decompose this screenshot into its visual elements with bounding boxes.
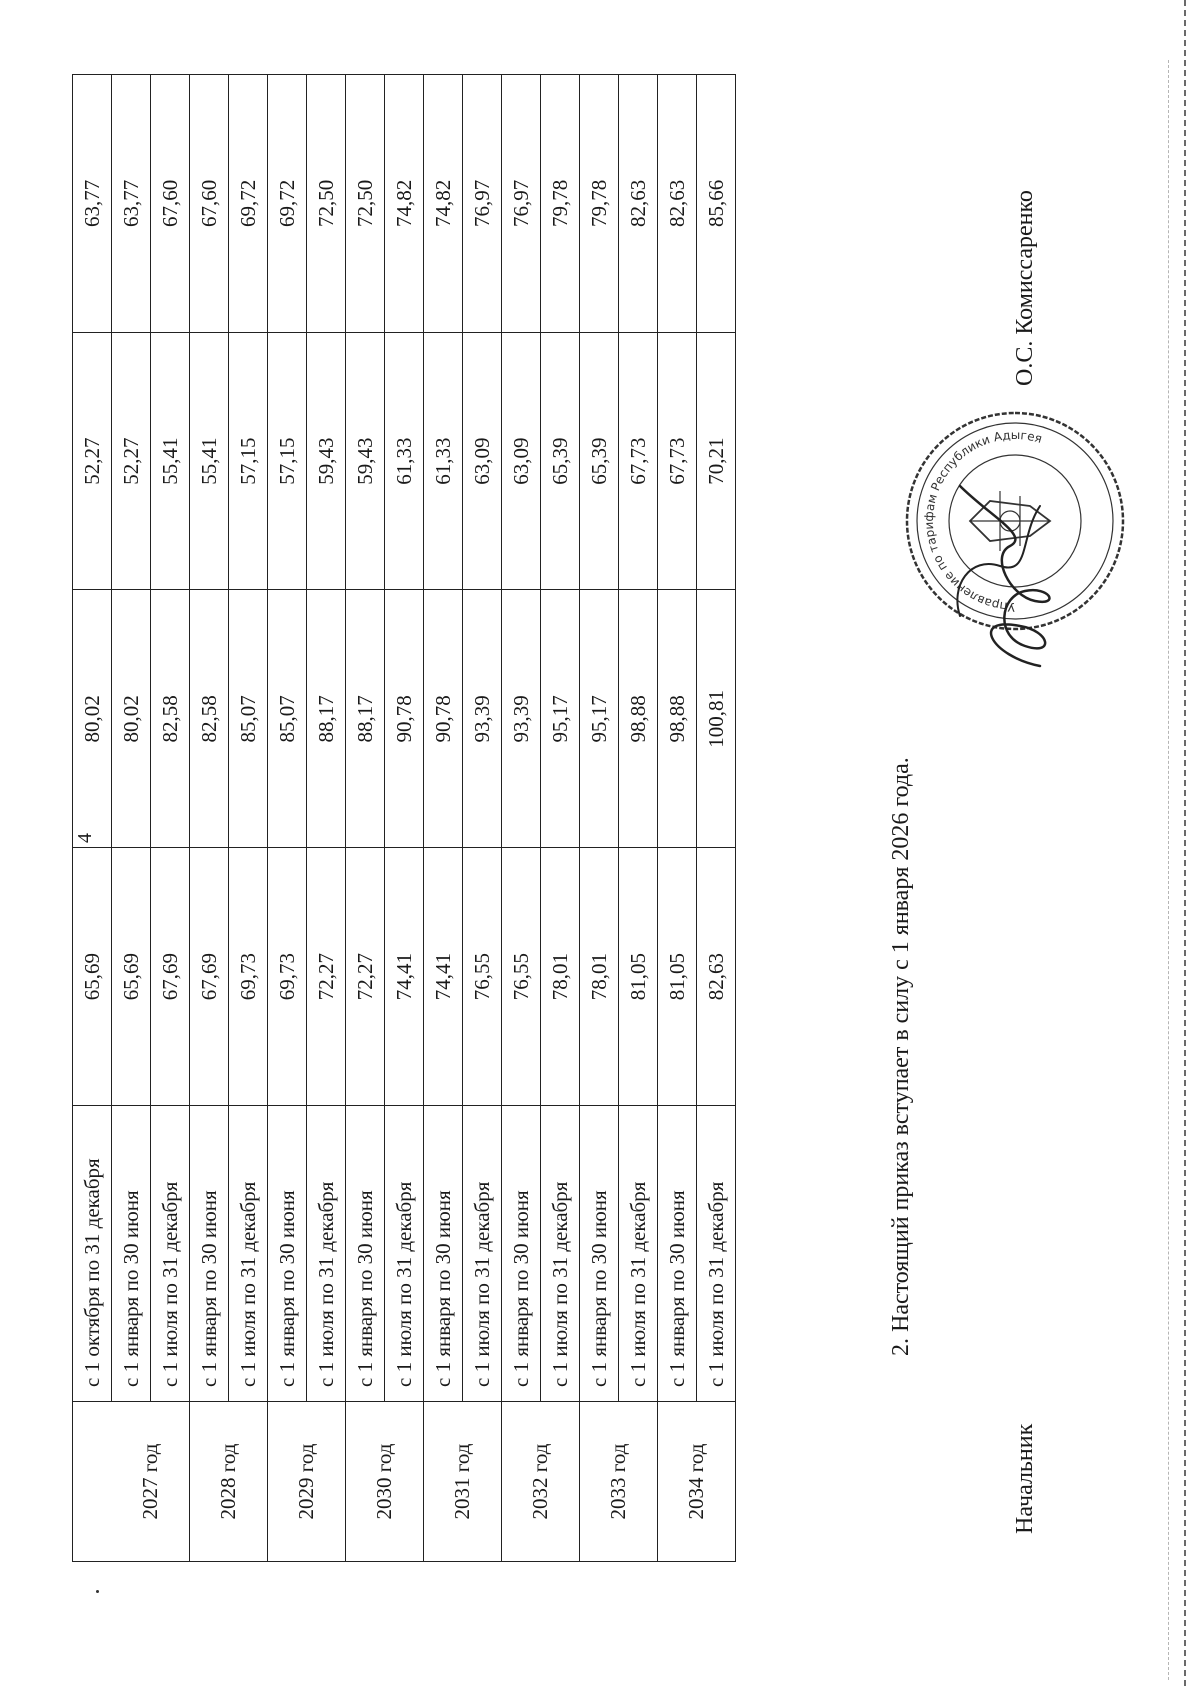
tariff-table: [72, 74, 736, 1562]
value-cell-1: 65,69: [112, 848, 151, 1106]
value-cell-2: 82,58: [151, 590, 190, 848]
table-row: [229, 75, 268, 1562]
value-cell-1: 69,73: [268, 848, 307, 1106]
value-cell-2: 93,39: [463, 590, 502, 848]
value-cell-1: 74,41: [424, 848, 463, 1106]
value-cell-3: 52,27: [112, 332, 151, 590]
value-cell-1: 82,63: [697, 848, 736, 1106]
value-cell-2: 82,58: [190, 590, 229, 848]
value-cell-2: 95,17: [541, 590, 580, 848]
period-cell: с 1 июля по 31 декабря: [307, 1106, 346, 1402]
value-cell-3: 55,41: [151, 332, 190, 590]
period-cell: с 1 января по 30 июня: [268, 1106, 307, 1402]
value-cell-3: 61,33: [385, 332, 424, 590]
value-cell-1: 67,69: [151, 848, 190, 1106]
period-cell: с 1 июля по 31 декабря: [697, 1106, 736, 1402]
table-row: [463, 75, 502, 1562]
value-cell-3: 59,43: [307, 332, 346, 590]
period-cell: с 1 октября по 31 декабря: [73, 1106, 112, 1402]
value-cell-1: 72,27: [346, 848, 385, 1106]
period-cell: с 1 января по 30 июня: [658, 1106, 697, 1402]
value-cell-3: 63,09: [463, 332, 502, 590]
value-cell-2: 90,78: [424, 590, 463, 848]
value-cell-1: 76,55: [463, 848, 502, 1106]
value-cell-1: 67,69: [190, 848, 229, 1106]
period-cell: с 1 января по 30 июня: [580, 1106, 619, 1402]
value-cell-2: 93,39: [502, 590, 541, 848]
table-row: [385, 75, 424, 1562]
year-cell: 2027 год: [112, 1402, 190, 1562]
period-cell: с 1 января по 30 июня: [502, 1106, 541, 1402]
value-cell-1: 72,27: [307, 848, 346, 1106]
year-cell: 2033 год: [580, 1402, 658, 1562]
value-cell-4: 85,66: [697, 75, 736, 333]
year-cell: 2028 год: [190, 1402, 268, 1562]
value-cell-1: 78,01: [541, 848, 580, 1106]
value-cell-4: 69,72: [268, 75, 307, 333]
value-cell-2: 80,02: [112, 590, 151, 848]
value-cell-2: 88,17: [346, 590, 385, 848]
value-cell-1: 78,01: [580, 848, 619, 1106]
year-cell: 2031 год: [424, 1402, 502, 1562]
value-cell-3: 67,73: [658, 332, 697, 590]
value-cell-1: 81,05: [619, 848, 658, 1106]
table-row: [112, 75, 151, 1562]
period-cell: с 1 июля по 31 декабря: [541, 1106, 580, 1402]
table-row: [619, 75, 658, 1562]
value-cell-2: 88,17: [307, 590, 346, 848]
table-row: [190, 75, 229, 1562]
year-cell: 2034 год: [658, 1402, 736, 1562]
year-cell: 2030 год: [346, 1402, 424, 1562]
value-cell-3: 55,41: [190, 332, 229, 590]
value-cell-2: 85,07: [268, 590, 307, 848]
value-cell-3: 70,21: [697, 332, 736, 590]
value-cell-4: 72,50: [307, 75, 346, 333]
period-cell: с 1 января по 30 июня: [424, 1106, 463, 1402]
period-cell: с 1 июля по 31 декабря: [229, 1106, 268, 1402]
value-cell-4: 63,77: [112, 75, 151, 333]
value-cell-4: 72,50: [346, 75, 385, 333]
period-cell: с 1 июля по 31 декабря: [619, 1106, 658, 1402]
table-row: [346, 75, 385, 1562]
value-cell-3: 59,43: [346, 332, 385, 590]
signatory-name: О.С. Комиссаренко: [1012, 190, 1038, 386]
value-cell-4: 67,60: [190, 75, 229, 333]
year-cell: [73, 1402, 112, 1562]
value-cell-4: 79,78: [541, 75, 580, 333]
value-cell-3: 63,09: [502, 332, 541, 590]
value-cell-2: 90,78: [385, 590, 424, 848]
value-cell-1: 65,69: [73, 848, 112, 1106]
value-cell-3: 65,39: [580, 332, 619, 590]
value-cell-4: 82,63: [658, 75, 697, 333]
value-cell-4: 69,72: [229, 75, 268, 333]
table-row: [424, 75, 463, 1562]
value-cell-4: 82,63: [619, 75, 658, 333]
seal-text: Управление по тарифам Республики Адыгея: [921, 427, 1044, 615]
table-row: [658, 75, 697, 1562]
value-cell-4: 63,77: [73, 75, 112, 333]
table-row: [541, 75, 580, 1562]
value-cell-3: 57,15: [268, 332, 307, 590]
value-cell-2: 95,17: [580, 590, 619, 848]
order-effective-date-text: 2. Настоящий приказ вступает в силу с 1 января 2026 года.: [888, 757, 914, 1356]
value-cell-2: 80,02: [73, 590, 112, 848]
period-cell: с 1 июля по 31 декабря: [151, 1106, 190, 1402]
table-row: [268, 75, 307, 1562]
value-cell-3: 67,73: [619, 332, 658, 590]
value-cell-4: 74,82: [385, 75, 424, 333]
value-cell-3: 52,27: [73, 332, 112, 590]
value-cell-4: 74,82: [424, 75, 463, 333]
value-cell-3: 57,15: [229, 332, 268, 590]
period-cell: с 1 июля по 31 декабря: [463, 1106, 502, 1402]
value-cell-1: 74,41: [385, 848, 424, 1106]
handwritten-signature: [930, 476, 1070, 676]
value-cell-2: 85,07: [229, 590, 268, 848]
table-row: [73, 75, 112, 1562]
table-row: [307, 75, 346, 1562]
table-row: [151, 75, 190, 1562]
year-cell: 2032 год: [502, 1402, 580, 1562]
value-cell-1: 69,73: [229, 848, 268, 1106]
value-cell-4: 76,97: [502, 75, 541, 333]
page-number: 4: [74, 833, 96, 843]
value-cell-2: 98,88: [658, 590, 697, 848]
value-cell-2: 100,81: [697, 590, 736, 848]
value-cell-2: 98,88: [619, 590, 658, 848]
period-cell: с 1 января по 30 июня: [112, 1106, 151, 1402]
tariff-table-body: [73, 75, 736, 1562]
value-cell-3: 61,33: [424, 332, 463, 590]
signatory-title: Начальник: [1012, 1423, 1038, 1534]
value-cell-3: 65,39: [541, 332, 580, 590]
table-row: [580, 75, 619, 1562]
table-row: [697, 75, 736, 1562]
value-cell-1: 81,05: [658, 848, 697, 1106]
value-cell-1: 76,55: [502, 848, 541, 1106]
period-cell: с 1 июля по 31 декабря: [385, 1106, 424, 1402]
value-cell-4: 76,97: [463, 75, 502, 333]
year-cell: 2029 год: [268, 1402, 346, 1562]
value-cell-4: 67,60: [151, 75, 190, 333]
value-cell-4: 79,78: [580, 75, 619, 333]
table-row: [502, 75, 541, 1562]
period-cell: с 1 января по 30 июня: [190, 1106, 229, 1402]
period-cell: с 1 января по 30 июня: [346, 1106, 385, 1402]
